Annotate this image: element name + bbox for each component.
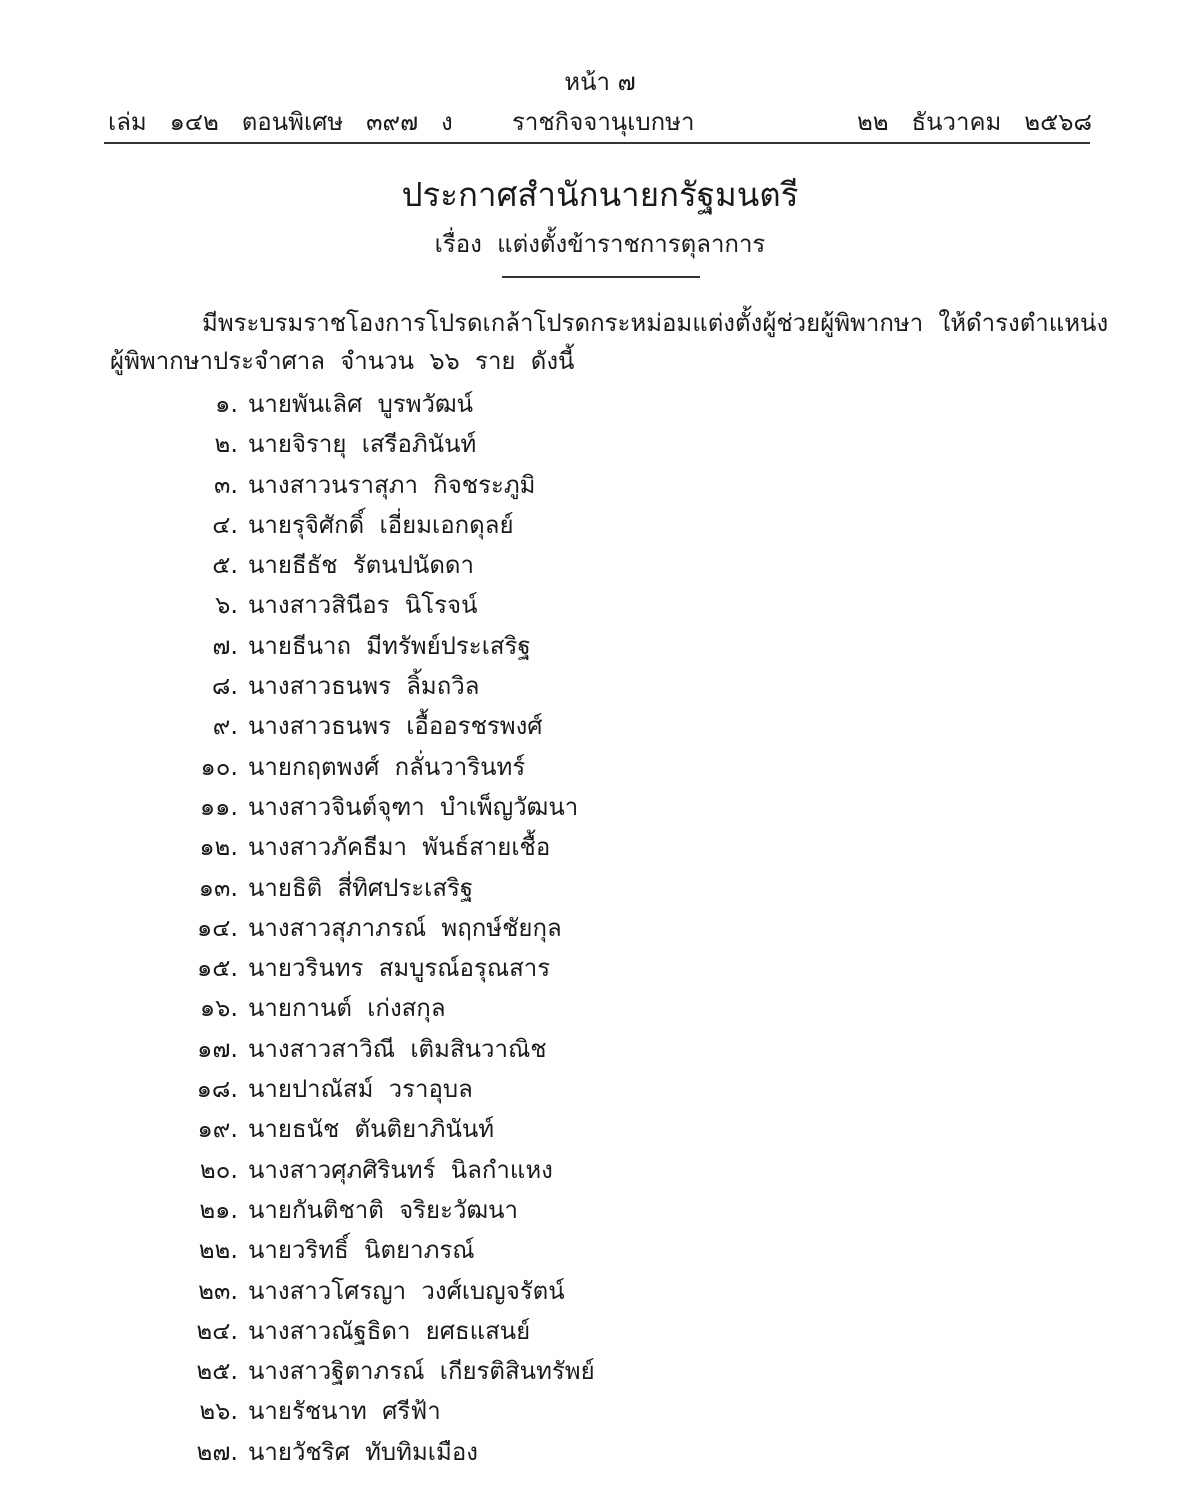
list-item <box>0 1109 1200 1149</box>
item-number: ๑๙. <box>197 1115 238 1144</box>
item-number: ๖. <box>215 591 238 620</box>
appointee-name: นางสาวธนพร ลิ้มถวิล <box>248 672 480 701</box>
intro-line-1: มีพระบรมราชโองการโปรดเกล้าโปรดกระหม่อมแต่งตั้งผู้ช่วยผู้พิพากษา ให้ดำรงตำแหน่ง <box>202 309 1109 337</box>
item-number: ๑๔. <box>196 913 238 942</box>
title-divider <box>502 276 700 278</box>
appointee-list <box>0 384 1200 1472</box>
gazette-header <box>108 106 1092 138</box>
item-number: ๔. <box>212 510 238 539</box>
list-item <box>0 747 1200 787</box>
list-item <box>0 505 1200 545</box>
appointee-name: นางสาวภัคธีมา พันธ์สายเชื้อ <box>248 833 551 862</box>
appointee-name: นางสาวธนพร เอื้ออรชรพงศ์ <box>248 712 543 741</box>
list-item <box>0 424 1200 464</box>
item-number: ๒๕. <box>196 1357 238 1386</box>
appointee-name: นายพันเลิศ บูรพวัฒน์ <box>248 390 474 418</box>
item-number: ๒๔. <box>196 1316 238 1345</box>
item-number: ๒๑. <box>199 1195 238 1224</box>
item-number: ๒๒. <box>198 1236 238 1265</box>
list-item <box>0 868 1200 908</box>
appointee-name: นายวรินทร สมบูรณ์อรุณสาร <box>248 954 551 983</box>
list-item <box>0 1190 1200 1230</box>
appointee-name: นายปาณัสม์ วราอุบล <box>248 1075 473 1104</box>
item-number: ๒๓. <box>198 1276 238 1305</box>
list-item <box>0 787 1200 827</box>
appointee-name: นางสาวสาวิณี เติมสินวาณิช <box>248 1034 547 1063</box>
announcement-subject: เรื่อง แต่งตั้งข้าราชการตุลาการ <box>434 230 766 258</box>
list-item <box>0 384 1200 424</box>
item-number: ๑๒. <box>199 833 238 862</box>
list-item <box>0 465 1200 505</box>
item-number: ๙. <box>212 712 238 741</box>
list-item <box>0 1311 1200 1351</box>
appointee-name: นายธิติ สี่ทิศประเสริฐ <box>248 873 474 902</box>
list-item <box>0 666 1200 706</box>
item-number: ๒. <box>214 430 238 459</box>
appointee-name: นายธีนาถ มีทรัพย์ประเสริฐ <box>248 631 531 660</box>
item-number: ๑๘. <box>196 1075 238 1104</box>
item-number: ๕. <box>212 551 238 580</box>
appointee-name: นายรัชนาท ศรีฟ้า <box>248 1397 441 1426</box>
list-item <box>0 1029 1200 1069</box>
list-item <box>0 908 1200 948</box>
appointee-name: นางสาวศุภศิรินทร์ นิลกำแหง <box>248 1155 553 1184</box>
list-item <box>0 1391 1200 1431</box>
publication-date: ๒๒ ธันวาคม ๒๕๖๘ <box>856 108 1092 136</box>
appointee-name: นางสาวจินต์จุฑา บำเพ็ญวัฒนา <box>248 792 579 821</box>
publication-name: ราชกิจจานุเบกษา <box>512 108 695 136</box>
appointee-name: นายรุจิศักดิ์ เอี่ยมเอกดุลย์ <box>248 510 514 539</box>
item-number: ๒๐. <box>199 1155 238 1184</box>
list-item <box>0 626 1200 666</box>
page-number: หน้า ๗ <box>564 68 636 96</box>
appointee-name: นางสาวนราสุภา กิจชระภูมิ <box>248 470 536 499</box>
list-item <box>0 545 1200 585</box>
item-number: ๑๗. <box>197 1034 238 1063</box>
appointee-name: นายกฤตพงศ์ กลั่นวารินทร์ <box>248 752 526 781</box>
appointee-name: นายวริทธิ์ นิตยาภรณ์ <box>248 1236 475 1265</box>
volume-issue: เล่ม ๑๔๒ ตอนพิเศษ ๓๙๗ ง <box>108 108 453 136</box>
item-number: ๑๓. <box>198 873 238 902</box>
appointee-name: นายกันติชาติ จริยะวัฒนา <box>248 1195 519 1224</box>
item-number: ๑๖. <box>199 994 238 1023</box>
list-item <box>0 1230 1200 1270</box>
appointee-name: นางสาวฐิตาภรณ์ เกียรติสินทรัพย์ <box>248 1357 595 1386</box>
list-item <box>0 827 1200 867</box>
list-item <box>0 1069 1200 1109</box>
item-number: ๗. <box>212 631 238 660</box>
appointee-name: นางสาวสินีอร นิโรจน์ <box>248 591 478 620</box>
list-item <box>0 1351 1200 1391</box>
list-item <box>0 948 1200 988</box>
appointee-name: นายธนัช ตันติยาภินันท์ <box>248 1115 495 1144</box>
list-item <box>0 988 1200 1028</box>
item-number: ๑๐. <box>200 752 238 781</box>
item-number: ๘. <box>211 672 238 701</box>
list-item <box>0 1432 1200 1472</box>
list-item <box>0 706 1200 746</box>
list-item <box>0 1271 1200 1311</box>
appointee-name: นางสาวณัฐธิดา ยศธแสนย์ <box>248 1316 531 1345</box>
intro-paragraph <box>110 304 1109 380</box>
item-number: ๒๗. <box>196 1437 238 1466</box>
list-item <box>0 585 1200 625</box>
item-number: ๑๕. <box>196 954 238 983</box>
appointee-name: นายวัชริศ ทับทิมเมือง <box>248 1437 478 1466</box>
header-divider <box>104 142 1090 144</box>
item-number: ๑๑. <box>199 792 238 821</box>
intro-line-2: ผู้พิพากษาประจำศาล จำนวน ๖๖ ราย ดังนี้ <box>110 347 575 375</box>
appointee-name: นายกานต์ เก่งสกุล <box>248 994 446 1023</box>
item-number: ๑. <box>215 390 238 418</box>
appointee-name: นายจิรายุ เสรีอภินันท์ <box>248 430 477 459</box>
list-item <box>0 1150 1200 1190</box>
appointee-name: นางสาวโศรญา วงศ์เบญจรัตน์ <box>248 1276 565 1305</box>
announcement-title: ประกาศสำนักนายกรัฐมนตรี <box>401 175 799 214</box>
item-number: ๒๖. <box>199 1397 238 1426</box>
item-number: ๓. <box>213 470 238 499</box>
appointee-name: นายธีธัช รัตนปนัดดา <box>248 551 474 580</box>
appointee-name: นางสาวสุภาภรณ์ พฤกษ์ชัยกุล <box>248 913 562 942</box>
